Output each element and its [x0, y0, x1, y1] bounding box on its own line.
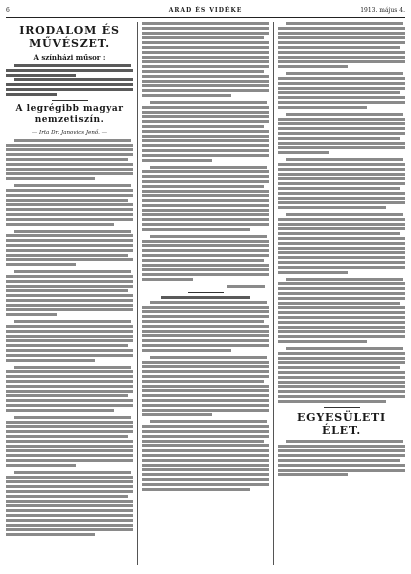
news-item — [278, 72, 405, 109]
article-paragraph — [6, 184, 133, 225]
article-paragraph — [6, 139, 133, 180]
section-divider — [324, 407, 360, 408]
article-paragraph — [6, 471, 133, 536]
column-2 — [142, 22, 269, 565]
article-paragraph — [142, 101, 269, 162]
section-heading-egyesuleti-elet: EGYESÜLETI ÉLET. — [296, 410, 386, 437]
subheading-szinhazi-musor: A színházi műsor : — [33, 53, 106, 62]
article-byline: — Irta Dr. Janovics Jenő. — — [31, 129, 108, 136]
article-paragraph — [142, 166, 269, 231]
news-item — [142, 356, 269, 417]
article-paragraph — [6, 320, 133, 361]
newspaper-title: ARAD ÉS VIDÉKE — [168, 7, 243, 14]
article-paragraph — [142, 22, 269, 97]
article-paragraph — [6, 416, 133, 467]
column-divider — [137, 22, 138, 565]
newspaper-page — [6, 5, 405, 568]
column-divider — [273, 22, 274, 565]
page-number: 6 — [6, 7, 10, 14]
news-item — [278, 213, 405, 274]
article-paragraph — [6, 230, 133, 267]
news-item — [142, 296, 269, 352]
article-paragraph — [142, 235, 269, 281]
masthead-rule — [6, 17, 405, 18]
column-3 — [278, 22, 405, 565]
article-paragraph — [6, 366, 133, 412]
article-paragraph — [6, 270, 133, 316]
section-divider — [52, 100, 88, 101]
article-heading: A legrégibb magyar nemzetiszín. — [15, 103, 124, 125]
column-1 — [6, 22, 133, 565]
issue-date: 1913. május 4. — [360, 7, 405, 14]
news-item — [142, 420, 269, 490]
article-signature — [142, 285, 269, 288]
news-item — [278, 440, 405, 477]
section-heading-irodalom: IRODALOM ÉS MŰVÉSZET. — [19, 24, 120, 50]
section-divider — [188, 292, 224, 293]
masthead — [6, 5, 405, 16]
news-item — [278, 113, 405, 154]
news-item — [278, 158, 405, 209]
news-item — [278, 347, 405, 403]
theatre-program-text — [6, 64, 133, 96]
news-item — [278, 278, 405, 343]
news-item — [278, 22, 405, 68]
